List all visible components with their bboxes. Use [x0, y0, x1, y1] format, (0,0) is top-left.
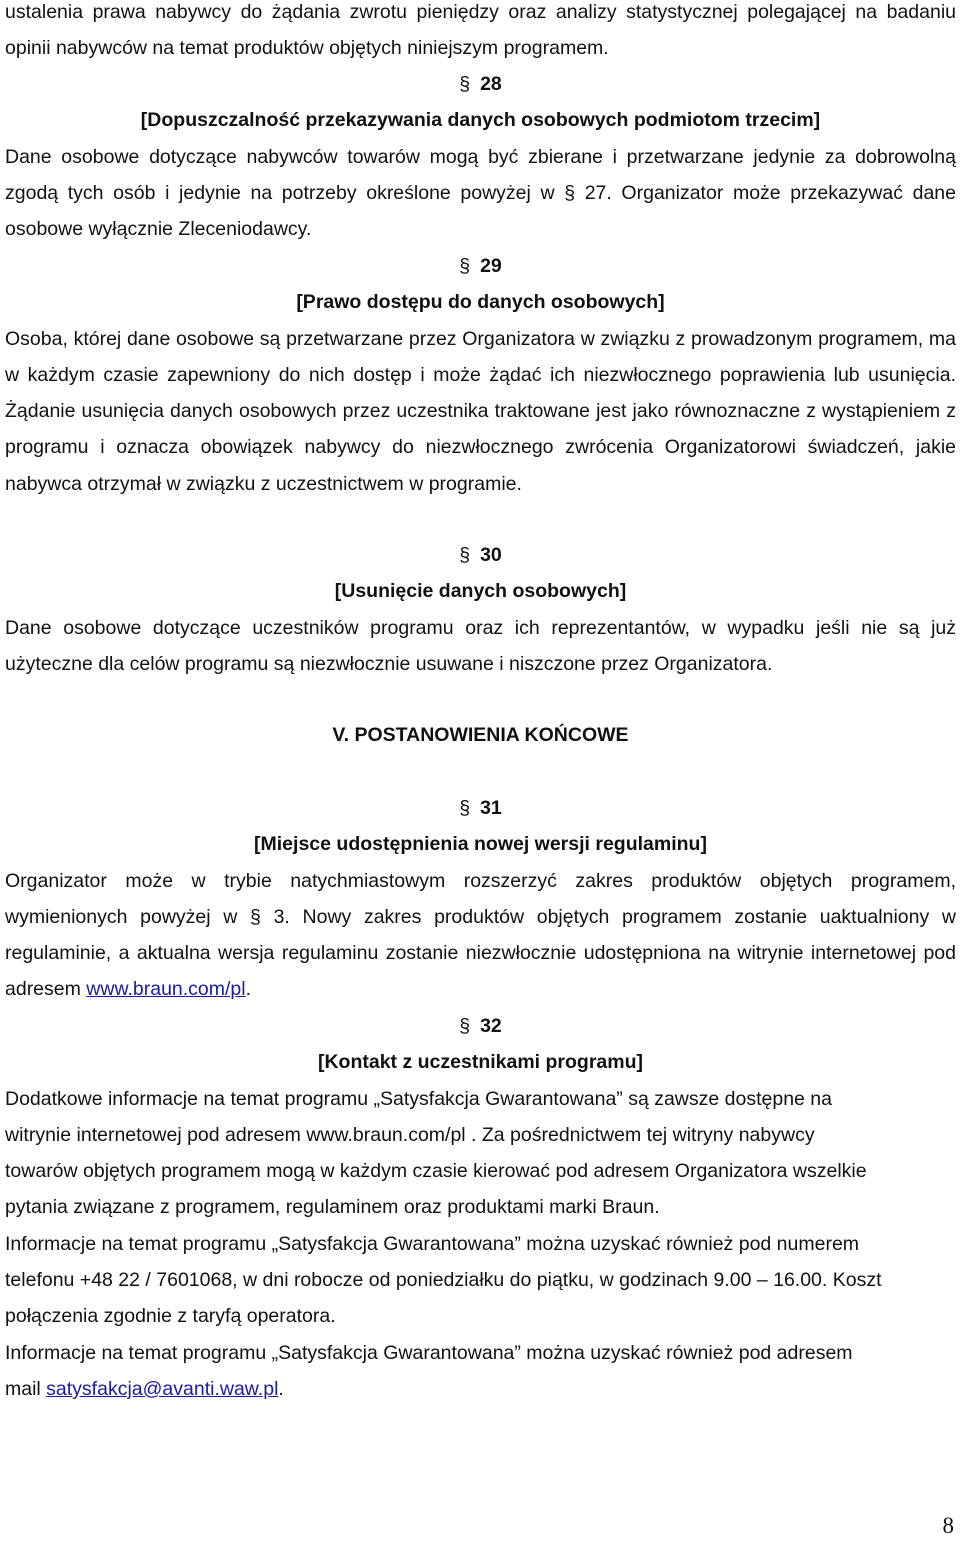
page-number: 8: [942, 1513, 954, 1538]
period: .: [278, 1377, 284, 1400]
section-31: [5, 790, 956, 1008]
text-line: połączenia zgodnie z taryfą operatora.: [5, 1305, 336, 1328]
section-28-body-post: 27. Organizator może przekazywać dane osobowe wyłącznie Zleceniodawcy.: [5, 181, 956, 241]
section-29-number: [5, 248, 956, 284]
section-31-number: [5, 790, 956, 826]
section-32-para-2: [5, 1226, 956, 1335]
section-32-title: [Kontakt z uczestnikami programu]: [317, 1051, 644, 1074]
section-30: [5, 537, 956, 682]
paragraph-symbol-icon: §: [459, 255, 471, 277]
paragraph-symbol-icon: §: [459, 1015, 471, 1037]
section-32-number: [5, 1008, 956, 1044]
text-line: pytania związane z programem, regulaminem oraz produktami marki Braun.: [5, 1196, 660, 1219]
section-28: [5, 66, 956, 247]
section-32: [5, 1008, 956, 1407]
section-31-num: 31: [480, 797, 502, 819]
paragraph-symbol-icon: §: [459, 797, 471, 819]
paragraph-symbol-icon: §: [564, 181, 576, 204]
section-28-number: [5, 66, 956, 102]
section-29-title: [Prawo dostępu do danych osobowych]: [296, 291, 665, 314]
section-32-num: 32: [480, 1015, 502, 1037]
chapter-title: V. POSTANOWIENIA KOŃCOWE: [332, 724, 629, 746]
section-31-body-mid: 3. Nowy zakres produktów objętych programem zostanie uaktualniony w regulaminie, a aktualna wersja regulaminu zostanie niezwłocznie udostępniona na witrynie internetowej pod adresem: [5, 905, 956, 1001]
section-29: [5, 248, 956, 502]
section-30-num: 30: [480, 544, 502, 566]
text-line: Dodatkowe informacje na temat programu „Satysfakcja Gwarantowana” są zawsze dostępne na: [5, 1087, 832, 1110]
paragraph-symbol-icon: §: [459, 73, 471, 95]
section-31-body-pre: Organizator może w trybie natychmiastowym rozszerzyć zakres produktów objętych programem, wymienionych powyżej w: [5, 869, 956, 928]
paragraph-symbol-icon: §: [459, 544, 471, 566]
braun-website-link[interactable]: www.braun.com/pl: [86, 978, 246, 1001]
intro-paragraph: ustalenia prawa nabywcy do żądania zwrotu pieniędzy oraz analizy statystycznej polegającej na badaniu opinii nabywców na temat produktów objętych niniejszym programem.: [5, 1, 956, 60]
text-line: witrynie internetowej pod adresem www.braun.com/pl . Za pośrednictwem tej witryny nabywcy: [5, 1123, 815, 1146]
section-30-number: [5, 537, 956, 573]
email-link[interactable]: satysfakcja@avanti.waw.pl: [46, 1377, 279, 1400]
mail-label: mail: [5, 1377, 47, 1400]
section-28-num: 28: [480, 73, 502, 95]
section-28-body-pre: Dane osobowe dotyczące nabywców towarów mogą być zbierane i przetwarzane jedynie za dobrowolną zgodą tych osób i jedynie na potrzeby określone powyżej w: [5, 145, 956, 204]
text-line: Informacje na temat programu „Satysfakcja Gwarantowana” można uzyskać również pod adresem: [5, 1341, 853, 1364]
section-30-title: [Usunięcie danych osobowych]: [334, 580, 627, 603]
section-30-body: Dane osobowe dotyczące uczestników programu oraz ich reprezentantów, w wypadku jeśli nie są już użyteczne dla celów programu są niezwłocznie usuwane i niszczone przez Organizatora.: [5, 616, 956, 675]
text-line: towarów objętych programem mogą w każdym czasie kierować pod adresem Organizatora wszelkie: [5, 1160, 867, 1183]
section-28-body: [5, 139, 956, 248]
section-32-para-1: [5, 1081, 956, 1226]
section-31-title: [Miejsce udostępnienia nowej wersji regulaminu]: [254, 833, 707, 856]
section-29-body: Osoba, której dane osobowe są przetwarzane przez Organizatora w związku z prowadzonym programem, ma w każdym czasie zapewniony do nich dostęp i może żądać ich niezwłocznego poprawienia lub usunięcia. Żądanie usunięcia danych osobowych przez uczestnika traktowane jest jako równoznaczne z wystąpieniem z programu i oznacza obowiązek nabywcy do niezwłocznego zwrócenia Organizatorowi świadczeń, jakie nabywca otrzymał w związku z uczestnictwem w programie.: [5, 327, 956, 495]
text-line: [5, 1371, 956, 1407]
text-line: telefonu +48 22 / 7601068, w dni robocze od poniedziałku do piątku, w godzinach 9.00 – 16.00. Koszt: [5, 1269, 882, 1292]
section-28-title: [Dopuszczalność przekazywania danych osobowych podmiotom trzecim]: [140, 109, 821, 132]
paragraph-symbol-icon: §: [250, 905, 261, 928]
section-31-body-post: .: [245, 978, 252, 1001]
section-31-body: [5, 863, 956, 1008]
section-32-para-3: [5, 1335, 956, 1408]
text-line: Informacje na temat programu „Satysfakcja Gwarantowana” można uzyskać również pod numerem: [5, 1232, 860, 1255]
section-29-num: 29: [480, 255, 502, 277]
